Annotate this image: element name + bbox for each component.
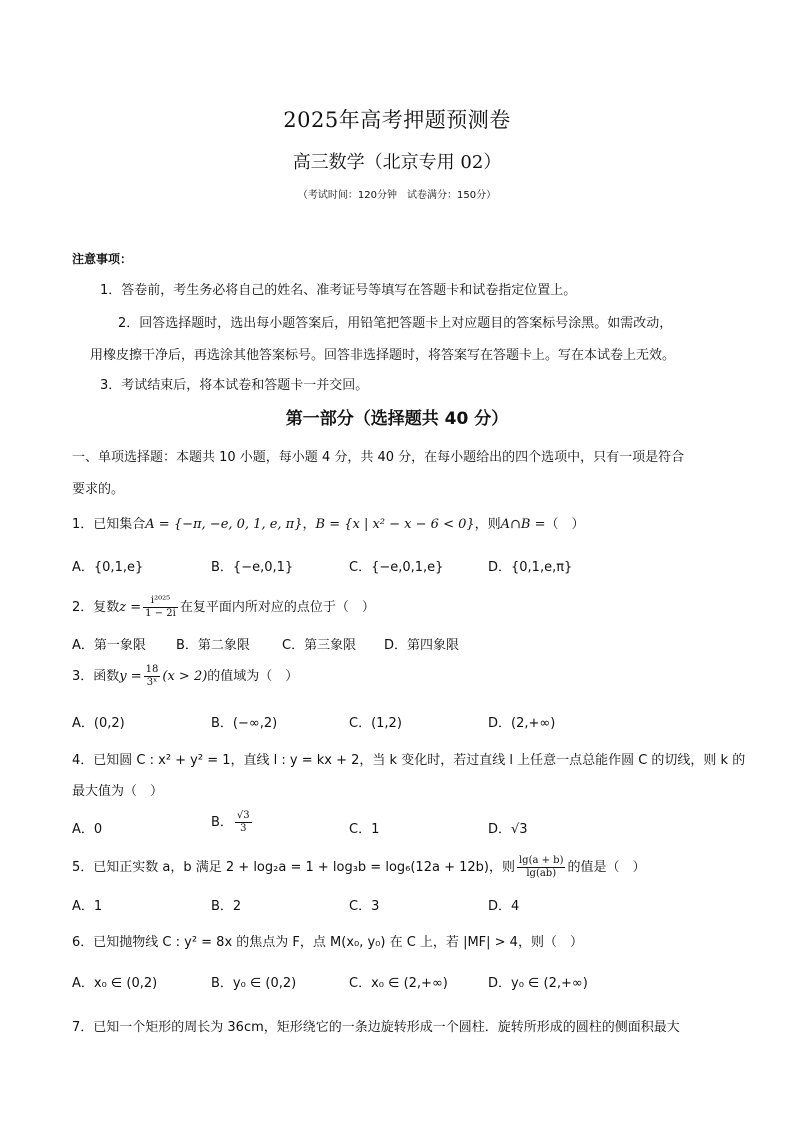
- q6-option-a[interactable]: A．x₀ ∈ (0,2): [72, 976, 158, 991]
- q4-option-b-denominator: 3: [240, 823, 247, 834]
- q1-then: ，则: [474, 517, 501, 532]
- q3-fraction: [144, 664, 161, 689]
- q2-option-d[interactable]: D．第四象限: [384, 638, 460, 653]
- q5-option-a[interactable]: A．1: [72, 899, 103, 914]
- q6-option-d[interactable]: D．y₀ ∈ (2,+∞): [488, 976, 588, 991]
- q1-option-c[interactable]: C．{−e,0,1,e}: [349, 560, 444, 575]
- q4-option-d[interactable]: D．√3: [488, 822, 528, 837]
- q2-option-c[interactable]: C．第三象限: [282, 638, 357, 653]
- q1-option-a[interactable]: A．{0,1,e}: [72, 560, 144, 575]
- q2-text-b: 在复平面内所对应的点位于（ ）: [179, 600, 375, 615]
- q4-option-a[interactable]: A．0: [72, 822, 103, 837]
- q3-denominator: 3ˣ: [146, 677, 158, 688]
- q2-option-b[interactable]: B．第二象限: [176, 638, 250, 653]
- q1-sep: ，: [302, 517, 316, 532]
- q4-option-b[interactable]: [211, 810, 254, 835]
- q2-fraction: [143, 595, 178, 620]
- question-2-stem: [72, 595, 375, 620]
- q3-text: 3．函数: [72, 669, 120, 684]
- q3-option-c[interactable]: C．(1,2): [349, 716, 402, 731]
- q5-denominator: lg(ab): [526, 868, 557, 879]
- q4-option-b-numerator: √3: [236, 810, 250, 821]
- exam-title: 2025年高考押题预测卷: [283, 108, 511, 132]
- q6-option-c[interactable]: C．x₀ ∈ (2,+∞): [349, 976, 448, 991]
- q3-option-a[interactable]: A．(0,2): [72, 716, 125, 731]
- q3-numerator: 18: [145, 664, 159, 675]
- q5-text: 5．已知正实数 a，b 满足 2 + log₂a = 1 + log₃b = log₆(12a + 12b)，则: [72, 860, 515, 875]
- note-item: 1．答卷前，考生务必将自己的姓名、准考证号等填写在答题卡和试卷指定位置上。: [100, 283, 577, 298]
- question-7-stem: 7．已知一个矩形的周长为 36cm，矩形绕它的一条边旋转形成一个圆柱．旋转所形成的圆柱的侧面积最大: [72, 1020, 680, 1035]
- q5-fraction: [517, 855, 566, 880]
- q3-option-d[interactable]: D．(2,+∞): [488, 716, 556, 731]
- q3-text-b: 的值域为（ ）: [207, 669, 299, 684]
- section-title: 第一部分（选择题共 40 分）: [285, 409, 509, 429]
- q2-numerator: i²⁰²⁵: [143, 595, 178, 608]
- exam-time-info: （考试时间：120分钟 试卷满分：150分）: [297, 190, 497, 201]
- note-item: 2．回答选择题时，选出每小题答案后，用铅笔把答题卡上对应题目的答案标号涂黑。如需改动，: [118, 316, 673, 331]
- q6-option-b[interactable]: B．y₀ ∈ (0,2): [211, 976, 297, 991]
- note-item: 3．考试结束后，将本试卷和答题卡一并交回。: [100, 378, 369, 393]
- q5-option-c[interactable]: C．3: [349, 899, 380, 914]
- question-5-stem: [72, 855, 646, 880]
- q1-expr: A∩B =: [500, 517, 546, 532]
- note-item: 用橡皮擦干净后，再选涂其他答案标号。回答非选择题时，将答案写在答题卡上。写在本试卷上无效。: [90, 348, 676, 363]
- q1-option-b[interactable]: B．{−e,0,1}: [211, 560, 294, 575]
- q2-z: z =: [119, 600, 142, 615]
- exam-subtitle: 高三数学（北京专用 02）: [292, 152, 502, 173]
- question-3-stem: [72, 664, 298, 689]
- q1-text: 1．已知集合: [72, 517, 146, 532]
- q5-numerator: lg(a + b): [518, 855, 564, 866]
- q1-paren: （ ）: [545, 517, 585, 532]
- q3-condition: (x > 2): [162, 669, 208, 684]
- q5-text-b: 的值是（ ）: [567, 860, 646, 875]
- q4-option-c[interactable]: C．1: [349, 822, 380, 837]
- q4-option-b-label: B．: [211, 815, 233, 830]
- question-1-stem: [72, 513, 585, 532]
- notes-heading: 注意事项：: [72, 252, 133, 266]
- q5-option-d[interactable]: D．4: [488, 899, 520, 914]
- q1-option-d[interactable]: D．{0,1,e,π}: [488, 560, 573, 575]
- q4-option-b-fraction: [235, 810, 252, 835]
- q3-option-b[interactable]: B．(−∞,2): [211, 716, 278, 731]
- question-4-stem: 4．已知圆 C : x² + y² = 1，直线 l : y = kx + 2，当 k 变化时，若过直线 l 上任意一点总能作圆 C 的切线，则 k 的: [72, 753, 746, 768]
- q2-text: 2．复数: [72, 600, 120, 615]
- q2-denominator: 1 − 2i: [145, 608, 176, 619]
- section-instruction: 一、单项选择题：本题共 10 小题，每小题 4 分，共 40 分，在每小题给出的四个选项中，只有一项是符合: [72, 450, 685, 465]
- q5-option-b[interactable]: B．2: [211, 899, 242, 914]
- q1-set-b: B = {x | x² − x − 6 < 0}: [315, 517, 475, 532]
- q3-y: y =: [119, 669, 142, 684]
- q2-option-a[interactable]: A．第一象限: [72, 638, 146, 653]
- q1-set-a: A = {−π, −e, 0, 1, e, π}: [145, 517, 303, 532]
- question-6-stem: 6．已知抛物线 C : y² = 8x 的焦点为 F，点 M(x₀, y₀) 在 C 上，若 |MF| > 4，则（ ）: [72, 935, 583, 950]
- section-instruction-cont: 要求的。: [72, 482, 125, 497]
- question-4-stem-cont: 最大值为（ ）: [72, 784, 164, 799]
